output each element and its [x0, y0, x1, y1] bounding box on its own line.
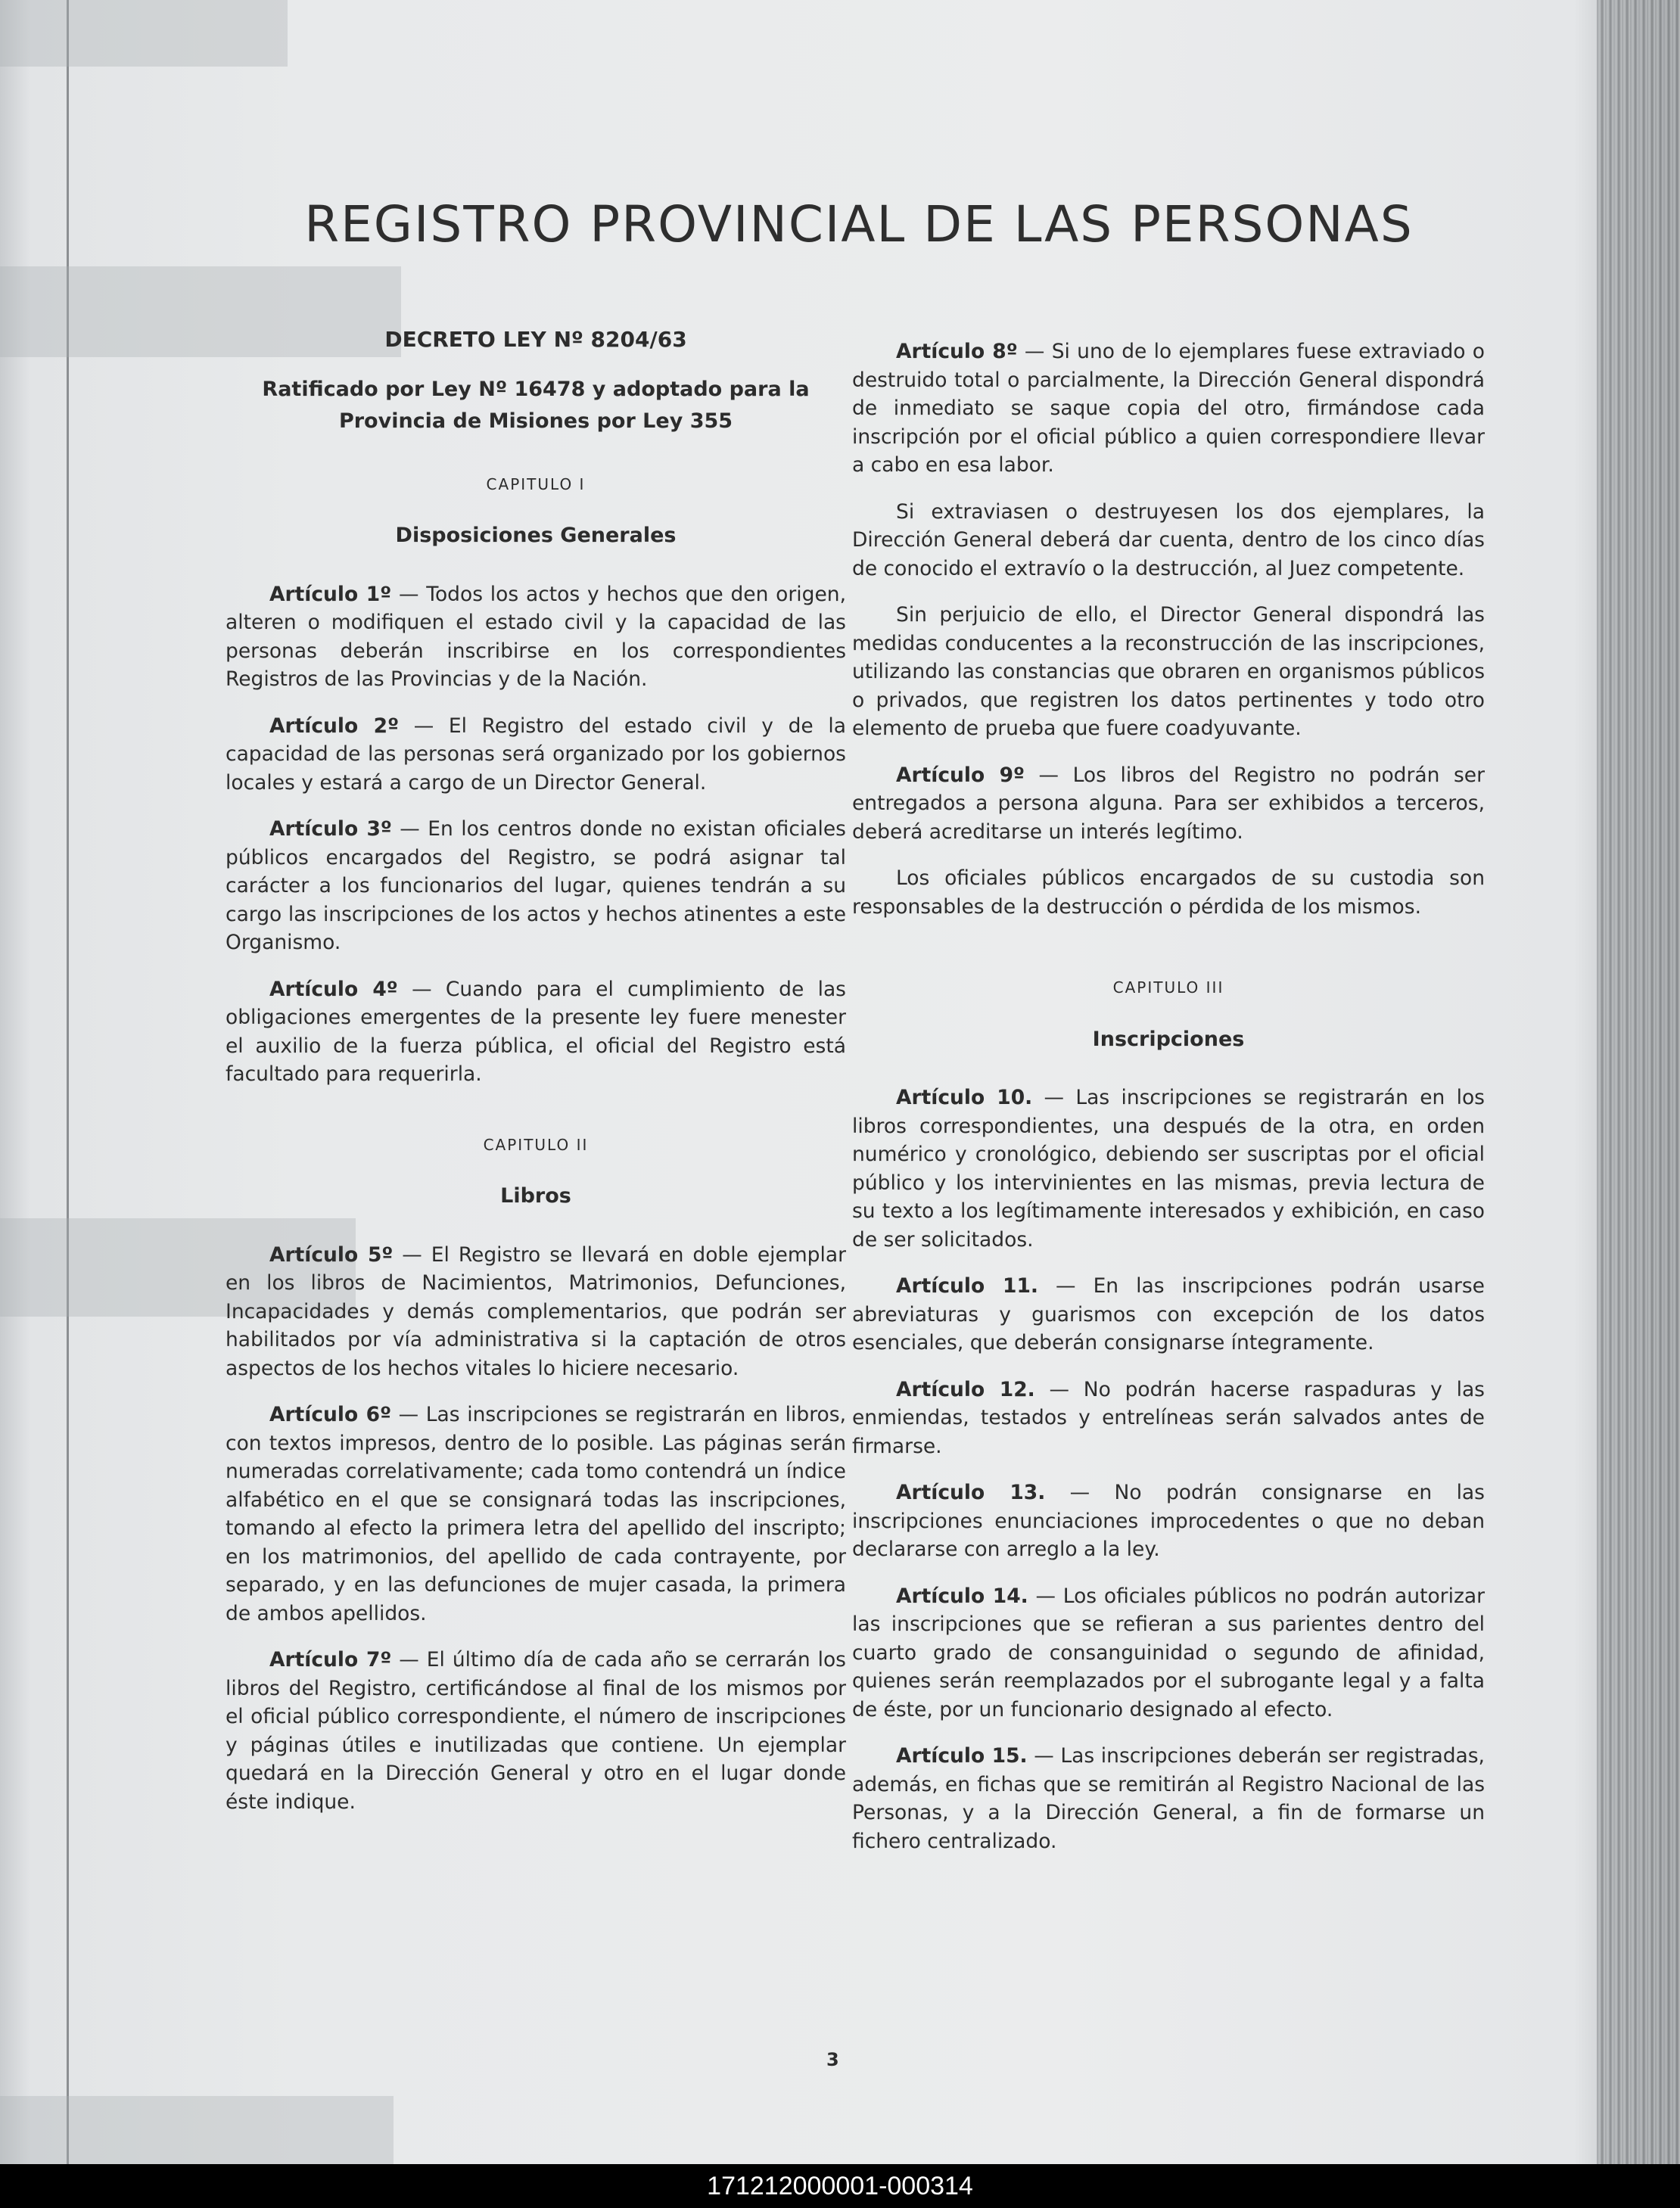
article-label: Artículo 4º	[269, 977, 398, 1001]
article-paragraph	[226, 1646, 846, 1816]
article-paragraph	[852, 1272, 1485, 1357]
article-label: Artículo 12.	[896, 1377, 1035, 1401]
article-text: — No podrán hacerse raspaduras y las enmiendas, testados y entrelíneas serán salvados antes de firmarse.	[852, 1377, 1485, 1458]
article-label: Artículo 10.	[896, 1086, 1033, 1109]
article-paragraph	[852, 1376, 1485, 1461]
article-text: — El Registro se llevará en doble ejemplar en los libros de Nacimientos, Matrimonios, Defunciones, Incapacidades y demás complementarios, que podrán ser habilitados por vía administrativa si la captación de otros aspectos de los hechos vitales lo hiciere necesario.	[226, 1242, 846, 1380]
article-paragraph	[226, 1401, 846, 1628]
article-text: — Las inscripciones se registrarán en libros, con textos impresos, dentro de lo posible. Las páginas serán numeradas correlativamente; cada tomo contendrá un índice alfabético en el que se consignará todas las inscripciones, tomando al efecto la primera letra del apellido del inscripto; en los matrimonios, del apellido de cada contrayente, por separado, y en las defunciones de mujer casada, la primera de ambos apellidos.	[226, 1403, 846, 1625]
article-text: — Todos los actos y hechos que den origen, alteren o modifiquen el estado civil y la capacidad de las personas deberán inscribirse en los correspondientes Registros de las Provincias y de la Nación.	[226, 582, 846, 691]
chapter-heading: CAPITULO II	[483, 1135, 589, 1154]
article-paragraph	[226, 580, 846, 694]
section-heading: Inscripciones	[1092, 1027, 1245, 1051]
article-label: Artículo 9º	[896, 763, 1025, 787]
right-column	[852, 337, 1485, 1874]
tape-strip-bottom	[0, 2096, 394, 2164]
decree-heading: DECRETO LEY Nº 8204/63	[384, 327, 687, 352]
article-list	[852, 337, 1485, 743]
scan-id: 171212000001-000314	[707, 2172, 973, 2200]
article-label: Artículo 15.	[896, 1744, 1028, 1768]
article-list	[226, 1241, 846, 1817]
article-paragraph	[226, 712, 846, 798]
article-label: Artículo 8º	[896, 340, 1018, 363]
tape-strip-top	[0, 0, 288, 67]
article-text: Sin perjuicio de ello, el Director General dispondrá las medidas conducentes a la reconstrucción de las inscripciones, utilizando las constancias que obraren en organismos públicos o privados, que registren los datos pertinentes y todo otro elemento de prueba que fuere coadyuvante.	[852, 603, 1485, 740]
article-text: — Los oficiales públicos no podrán autorizar las inscripciones que se refieran a sus parientes dentro del cuarto grado de consanguinidad o segundo de afinidad, quienes serán reemplazados por el subrogante legal y a falta de éste, por un funcionario designado al efecto.	[852, 1584, 1485, 1721]
article-label: Artículo 2º	[269, 714, 400, 738]
article-label: Artículo 11.	[896, 1274, 1038, 1298]
left-column	[226, 325, 846, 1834]
article-text: — El Registro del estado civil y de la capacidad de las personas será organizado por los gobiernos locales y estará a cargo de un Director General.	[226, 714, 846, 795]
chapter-heading: CAPITULO I	[486, 474, 586, 493]
article-paragraph	[852, 1084, 1485, 1254]
article-text: — Si uno de lo ejemplares fuese extraviado o destruido total o parcialmente, la Dirección General dispondrá de inmediato se saque copia del otro, firmándose cada inscripción por el oficial público a quien correspondiere llevar a cabo en esa labor.	[852, 340, 1485, 477]
article-paragraph	[852, 864, 1485, 921]
article-label: Artículo 3º	[269, 817, 392, 841]
article-paragraph	[852, 761, 1485, 847]
article-paragraph	[226, 1241, 846, 1383]
article-label: Artículo 6º	[269, 1403, 392, 1426]
article-text: — En las inscripciones podrán usarse abreviaturas y guarismos con excepción de los datos esenciales, que deberán consignarse íntegramente.	[852, 1274, 1485, 1354]
article-label: Artículo 7º	[269, 1648, 392, 1672]
article-label: Artículo 14.	[896, 1584, 1028, 1608]
article-list	[852, 761, 1485, 922]
article-text: — Las inscripciones se registrarán en los libros correspondientes, una después de la otra, en orden numérico y cronológico, debiendo ser suscriptas por el oficial público y los intervinientes en las mismas, previa lectura de su texto a los legítimamente interesados y exhibición, en caso de ser solicitados.	[852, 1086, 1485, 1252]
chapter-heading: CAPITULO III	[1112, 978, 1224, 997]
article-label: Artículo 5º	[269, 1242, 394, 1267]
article-paragraph	[852, 1479, 1485, 1564]
article-list	[226, 580, 846, 1089]
article-paragraph	[226, 815, 846, 957]
article-paragraph	[852, 601, 1485, 743]
article-list	[852, 1084, 1485, 1855]
article-paragraph	[226, 975, 846, 1089]
article-paragraph	[852, 337, 1485, 480]
scan-id-bar	[0, 2164, 1680, 2208]
page-number: 3	[826, 2049, 839, 2070]
article-text: — Las inscripciones deberán ser registradas, además, en fichas que se remitirán al Registro Nacional de las Personas, y a la Dirección General, a fin de formarse un fichero centralizado.	[852, 1744, 1485, 1853]
section-heading: Disposiciones Generales	[395, 524, 677, 547]
article-text: Los oficiales públicos encargados de su custodia son responsables de la destrucción o pérdida de los mismos.	[852, 866, 1485, 919]
article-label: Artículo 1º	[269, 582, 392, 606]
article-text: Si extraviasen o destruyesen los dos ejemplares, la Dirección General deberá dar cuenta, dentro de los cinco días de conocido el extravío o la destrucción, al Juez competente.	[852, 499, 1485, 580]
article-paragraph	[852, 1742, 1485, 1855]
article-text: — Cuando para el cumplimiento de las obligaciones emergentes de la presente ley fuere menester el auxilio de la fuerza pública, el oficial del Registro está facultado para requerirla.	[226, 977, 846, 1086]
article-text: — No podrán consignarse en las inscripciones enunciaciones improcedentes o que no deban declararse con arreglo a la ley.	[852, 1481, 1485, 1561]
stacked-page-edges	[1597, 0, 1680, 2164]
article-label: Artículo 13.	[896, 1481, 1046, 1504]
page-title: REGISTRO PROVINCIAL DE LAS PERSONAS	[304, 195, 1414, 253]
section-heading: Libros	[500, 1184, 571, 1208]
article-paragraph	[852, 498, 1485, 583]
article-text: — Los libros del Registro no podrán ser entregados a persona alguna. Para ser exhibidos a terceros, deberá acreditarse un interés legítimo.	[852, 763, 1485, 844]
article-paragraph	[852, 1582, 1485, 1724]
ratification-note: Ratificado por Ley Nº 16478 y adoptado para la Provincia de Misiones por Ley 355	[262, 377, 810, 433]
article-text: — El último día de cada año se cerrarán los libros del Registro, certificándose al final de los mismos por el oficial público correspondiente, el número de inscripciones y páginas útiles e inutilizadas que contiene. Un ejemplar quedará en la Dirección General y otro en el lugar donde éste indique.	[226, 1648, 846, 1814]
article-text: — En los centros donde no existan oficiales públicos encargados del Registro, se podrá asignar tal carácter a los funcionarios del lugar, quienes tendrán a su cargo las inscripciones de los actos y hechos atinentes a este Organismo.	[226, 817, 846, 954]
